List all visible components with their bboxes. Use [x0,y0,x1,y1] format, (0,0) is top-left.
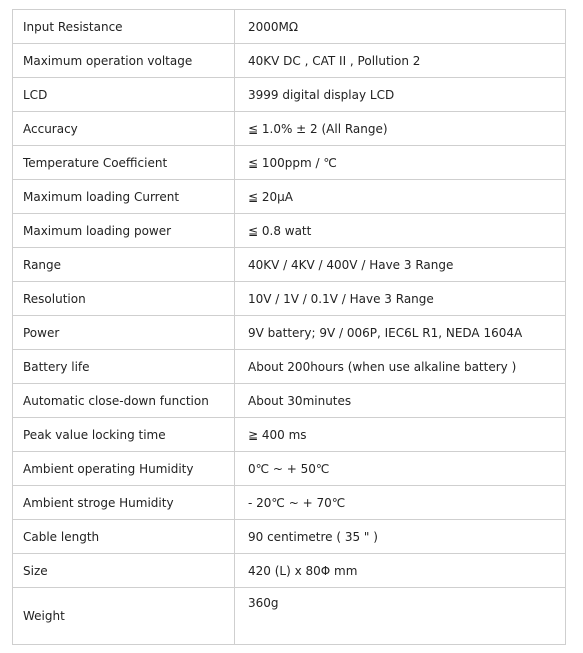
spec-value: ≧ 400 ms [235,418,566,452]
spec-value: 360g [235,588,566,645]
table-row [13,452,566,486]
table-row [13,248,566,282]
spec-value: ≦ 1.0% ± 2 (All Range) [235,112,566,146]
table-row [13,418,566,452]
spec-label: Power [13,316,235,350]
table-row [13,44,566,78]
spec-label: Temperature Coefficient [13,146,235,180]
spec-value: About 200hours (when use alkaline battery ) [235,350,566,384]
spec-value: 420 (L) x 80Φ mm [235,554,566,588]
spec-value: ≦ 0.8 watt [235,214,566,248]
spec-label: Ambient operating Humidity [13,452,235,486]
spec-value: 40KV DC , CAT II , Pollution 2 [235,44,566,78]
spec-label: Battery life [13,350,235,384]
table-row [13,520,566,554]
table-row [13,588,566,645]
spec-label: Ambient stroge Humidity [13,486,235,520]
spec-label: LCD [13,78,235,112]
spec-label: Input Resistance [13,10,235,44]
specification-table [12,9,566,645]
table-row [13,180,566,214]
spec-label: Cable length [13,520,235,554]
spec-value: 40KV / 4KV / 400V / Have 3 Range [235,248,566,282]
spec-value: ≦ 20μA [235,180,566,214]
spec-label: Resolution [13,282,235,316]
spec-label: Maximum loading Current [13,180,235,214]
spec-label: Maximum loading power [13,214,235,248]
spec-label: Accuracy [13,112,235,146]
spec-label: Maximum operation voltage [13,44,235,78]
table-row [13,282,566,316]
table-row [13,146,566,180]
spec-label: Size [13,554,235,588]
spec-label: Weight [13,588,235,645]
table-row [13,78,566,112]
spec-value: About 30minutes [235,384,566,418]
table-row [13,350,566,384]
table-row [13,112,566,146]
table-row [13,214,566,248]
table-row [13,316,566,350]
table-row [13,10,566,44]
table-row [13,384,566,418]
table-row [13,486,566,520]
spec-value: 90 centimetre ( 35 " ) [235,520,566,554]
spec-label: Automatic close-down function [13,384,235,418]
spec-label: Range [13,248,235,282]
spec-value: - 20℃ ~ + 70℃ [235,486,566,520]
spec-value: 9V battery; 9V / 006P, IEC6L R1, NEDA 1604A [235,316,566,350]
spec-value: ≦ 100ppm / ℃ [235,146,566,180]
spec-label: Peak value locking time [13,418,235,452]
table-row [13,554,566,588]
spec-value: 2000MΩ [235,10,566,44]
spec-value: 3999 digital display LCD [235,78,566,112]
spec-value: 10V / 1V / 0.1V / Have 3 Range [235,282,566,316]
spec-value: 0℃ ~ + 50℃ [235,452,566,486]
